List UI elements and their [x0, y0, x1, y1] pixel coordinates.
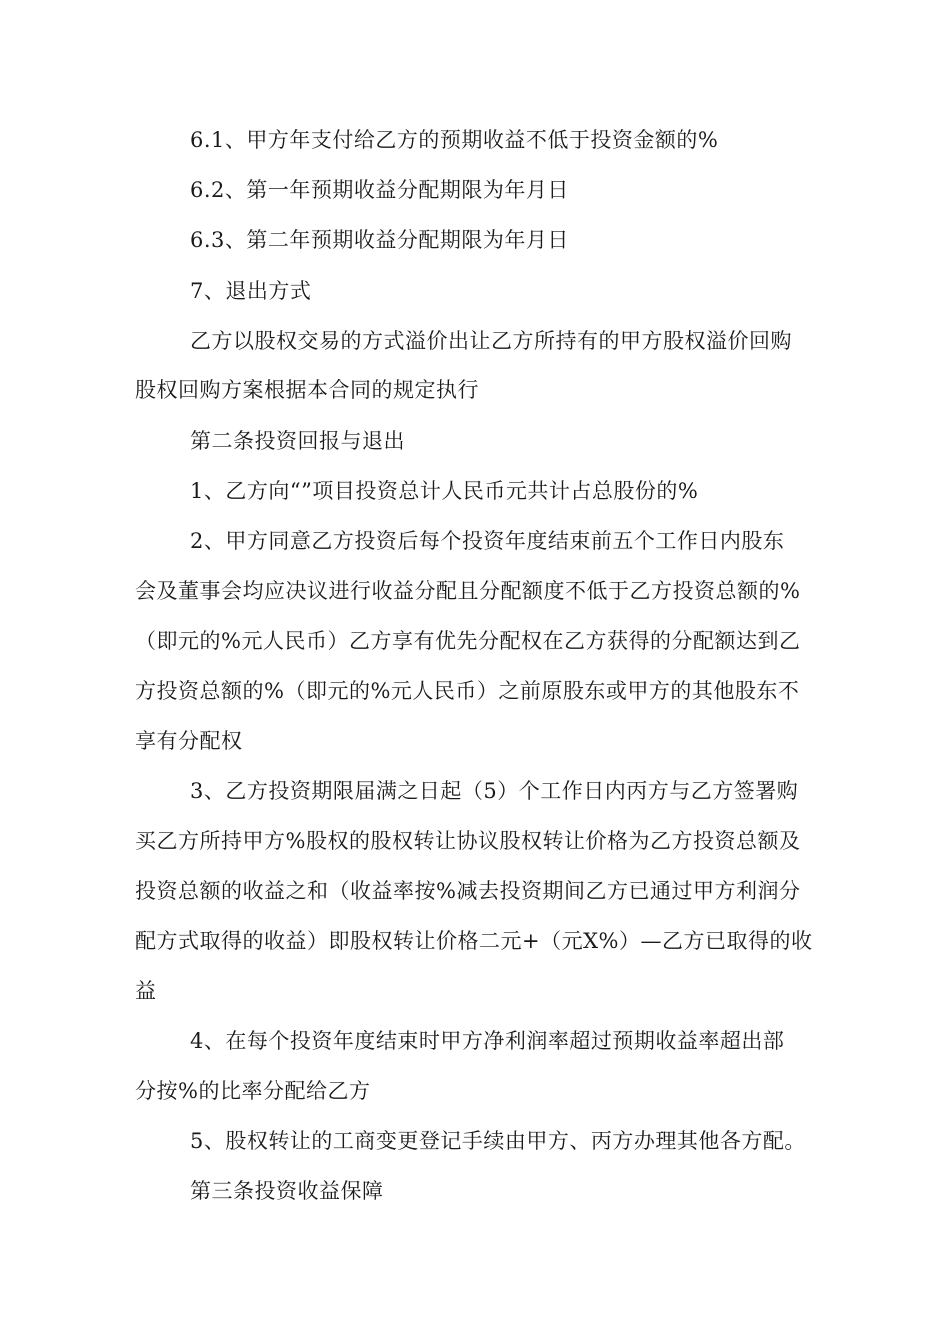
paragraph-line: 投资总额的收益之和（收益率按%减去投资期间乙方已通过甲方利润分 — [135, 879, 801, 903]
paragraph-line: 配方式取得的收益）即股权转让价格二元+（元X%）—乙方已取得的收 — [135, 929, 813, 953]
paragraph-line: 益 — [135, 979, 157, 1003]
article-2-item-2: 2、甲方同意乙方投资后每个投资年度结束前五个工作日内股东 — [190, 529, 785, 553]
paragraph-line: 买乙方所持甲方%股权的股权转让协议股权转让价格为乙方投资总额及 — [135, 829, 801, 853]
paragraph-line: 乙方以股权交易的方式溢价出让乙方所持有的甲方股权溢价回购 — [190, 329, 792, 353]
paragraph-line: 方投资总额的%（即元的%元人民币）之前原股东或甲方的其他股东不 — [135, 679, 800, 703]
paragraph-line: 会及董事会均应决议进行收益分配且分配额度不低于乙方投资总额的% — [135, 579, 801, 603]
paragraph-line: 分按%的比率分配给乙方 — [135, 1079, 371, 1103]
clause-7-heading: 7、退出方式 — [190, 279, 312, 303]
article-2-item-1: 1、乙方向“”项目投资总计人民币元共计占总股份的% — [190, 479, 699, 503]
article-2-heading: 第二条投资回报与退出 — [190, 429, 405, 453]
article-2-item-4: 4、在每个投资年度结束时甲方净利润率超过预期收益率超出部 — [190, 1029, 785, 1053]
paragraph-line: 享有分配权 — [135, 729, 243, 753]
article-2-item-3: 3、乙方投资期限届满之日起（5）个工作日内丙方与乙方签署购 — [190, 779, 799, 803]
clause-6-1: 6.1、甲方年支付给乙方的预期收益不低于投资金额的% — [190, 128, 719, 152]
clause-6-2: 6.2、第一年预期收益分配期限为年月日 — [190, 178, 569, 202]
clause-6-3: 6.3、第二年预期收益分配期限为年月日 — [190, 228, 569, 252]
article-3-heading: 第三条投资收益保障 — [190, 1179, 384, 1203]
paragraph-line: 股权回购方案根据本合同的规定执行 — [135, 378, 479, 402]
article-2-item-5: 5、股权转让的工商变更登记手续由甲方、丙方办理其他各方配。 — [190, 1129, 806, 1153]
paragraph-line: （即元的%元人民币）乙方享有优先分配权在乙方获得的分配额达到乙 — [135, 629, 801, 653]
